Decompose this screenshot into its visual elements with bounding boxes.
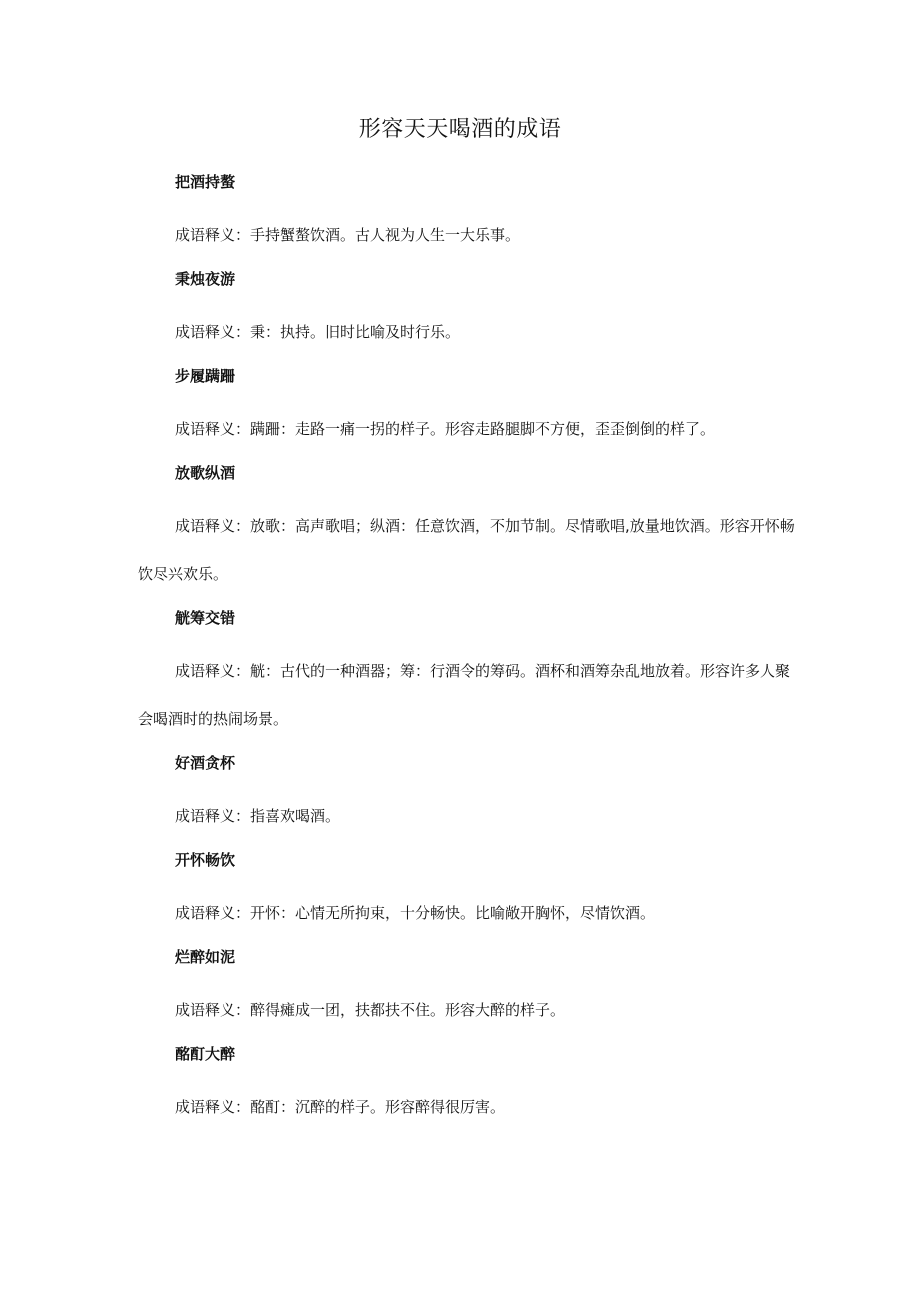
idiom-term: 把酒持螯	[175, 173, 236, 191]
idiom-definition: 成语释义：酩酊：沉醉的样子。形容醉得很厉害。	[175, 1098, 506, 1116]
idiom-entry	[0, 846, 920, 937]
idiom-definition: 成语释义：放歌：高声歌唱；纵酒：任意饮酒，不加节制。尽情歌唱,放量地饮酒。形容开怀畅饮尽兴欢乐。	[138, 517, 795, 583]
document-title: 形容天天喝酒的成语	[358, 117, 562, 142]
idiom-definition: 成语释义：蹒跚：走路一痛一拐的样子。形容走路腿脚不方便，歪歪倒倒的样了。	[175, 420, 716, 438]
idiom-term: 步履蹒跚	[175, 367, 236, 385]
idiom-entry	[0, 168, 920, 259]
idiom-term: 好酒贪杯	[175, 754, 236, 772]
idiom-definition: 成语释义：指喜欢喝酒。	[175, 807, 341, 825]
idiom-entry	[0, 362, 920, 453]
idiom-entry	[0, 1040, 920, 1131]
idiom-term: 开怀畅饮	[175, 851, 236, 869]
idiom-definition: 成语释义：觥：古代的一种酒器；筹：行酒令的筹码。酒杯和酒筹杂乱地放着。形容许多人聚会喝酒时的热闹场景。	[138, 662, 791, 728]
idiom-definition: 成语释义：手持蟹螯饮酒。古人视为人生一大乐事。	[175, 226, 521, 244]
idiom-entry	[0, 749, 920, 840]
idiom-definition: 成语释义：开怀：心情无所拘束，十分畅快。比喻敞开胸怀，尽情饮酒。	[175, 904, 656, 922]
idiom-entry	[0, 604, 920, 743]
idiom-entry	[0, 459, 920, 598]
idiom-term: 放歌纵酒	[175, 464, 236, 482]
idiom-term: 烂醉如泥	[175, 948, 236, 966]
idiom-entry	[0, 943, 920, 1034]
idiom-definition: 成语释义：醉得瘫成一团，扶都扶不住。形容大醉的样子。	[175, 1001, 566, 1019]
idiom-term: 觥筹交错	[175, 609, 236, 627]
idiom-term: 秉烛夜游	[175, 270, 236, 288]
idiom-definition: 成语释义：秉：执持。旧时比喻及时行乐。	[175, 323, 461, 341]
idiom-term: 酩酊大醉	[175, 1045, 236, 1063]
idiom-entry	[0, 265, 920, 356]
idiom-list	[0, 168, 920, 1137]
